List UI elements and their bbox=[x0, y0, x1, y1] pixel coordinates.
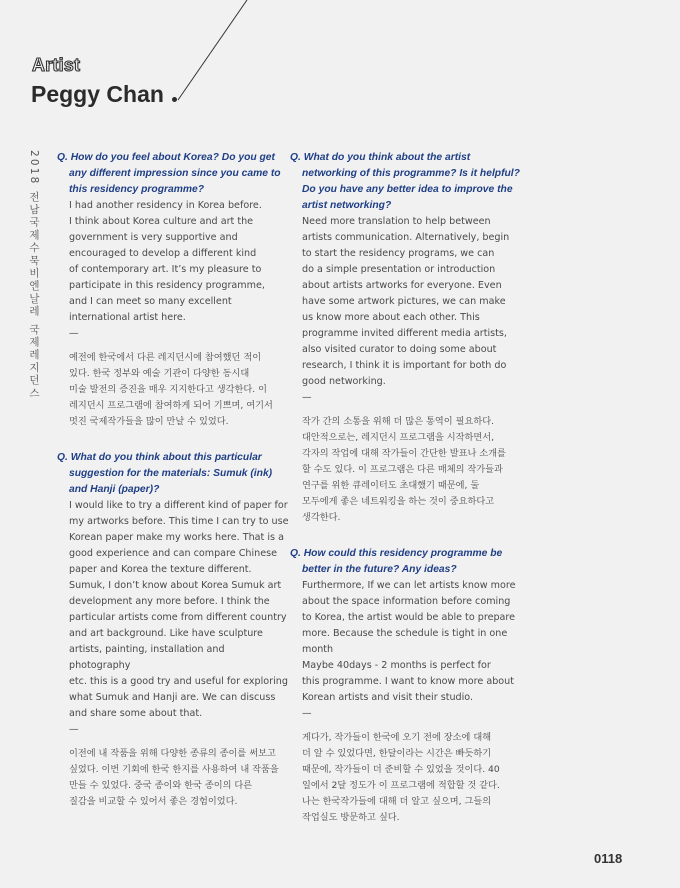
artist-name-text: Peggy Chan bbox=[31, 81, 164, 107]
answer-korean: 게다가, 작가들이 한국에 오기 전에 장소에 대해 더 알 수 있었다면, 한달이라는 시간은 빠듯하기 때문에, 작가들이 더 준비할 수 있었을 것이다. 40 일에서 2달 정도가 이 프로그램에 적합할 것 같다. 나는 한국작가들에 대해 더 알고 싶으며, 그들의 작업실도 방문하고 싶다. bbox=[302, 732, 500, 823]
question: Q. How do you feel about Korea? Do you get any different impression since you came to this residency programme? bbox=[57, 152, 281, 195]
question: Q. What do you think about the artist networking of this programme? Is it helpful? Do you have any better idea to improve the artist networking? bbox=[290, 152, 520, 211]
question: Q. What do you think about this particular suggestion for the materials: Sumuk (ink) and Hanji (paper)? bbox=[57, 452, 273, 495]
answer-english: Need more translation to help between artists communication. Alternatively, begin to start the residency programs, we can do a simple presentation or introduction about artists artworks for everyone. Even have some artwork pictures, we can make us know more about each other. This programme invited different media artists, also visited curator to doing some about research, I think it is important for both do good networking. bbox=[302, 216, 510, 387]
side-caption: 2018 전남국제수묵비엔날레 국제레지던스 bbox=[28, 150, 40, 400]
answer-english: I would like to try a different kind of paper for my artworks before. This time I can try to use Korean paper make my works here. That is a good experience and can compare Chinese paper and Korea the texture different. Sumuk, I don’t know about Korea Sumuk art development any more before. I think the particular artists come from different country and art background. Like have sculpture artists, painting, installation and photography etc. this is a good try and useful for exploring what Sumuk and Hanji are. We can discuss and share some about that. bbox=[69, 500, 289, 719]
separator: — bbox=[302, 392, 312, 403]
separator: — bbox=[69, 328, 79, 339]
answer-english: I had another residency in Korea before. I think about Korea culture and art the government is very supportive and encouraged to develop a different kind of contemporary art. It’s my pleasure to participate in this residency programme, and I can meet so many excellent international artist here. bbox=[69, 200, 265, 323]
answer-korean: 이전에 내 작품을 위해 다양한 종류의 종이를 써보고 싶었다. 이번 기회에 한국 한지를 사용하여 내 작품을 만들 수 있었다. 중국 종이와 한국 종이의 다른 질감을 비교할 수 있어서 좋은 경험이었다. bbox=[69, 748, 279, 807]
artist-name bbox=[31, 80, 177, 108]
qa-block bbox=[290, 546, 522, 826]
separator: — bbox=[69, 724, 79, 735]
answer-korean: 예전에 한국에서 다른 레지던시에 참여했던 적이 있다. 한국 정부와 예술 기관이 다양한 동시대 미술 발전의 증진을 매우 지지한다고 생각한다. 이 레지던시 프로그램에 참여하게 되어 기쁘며, 여기서 멋진 국제작가들을 많이 만날 수 있었다. bbox=[69, 352, 273, 427]
question: Q. How could this residency programme be better in the future? Any ideas? bbox=[290, 548, 503, 575]
right-column bbox=[290, 150, 522, 841]
qa-block bbox=[290, 150, 522, 526]
answer-korean: 작가 간의 소통을 위해 더 많은 통역이 필요하다. 대안적으로는, 레지던시 프로그램을 시작하면서, 각자의 작업에 대해 작가들이 간단한 발표나 소개를 할 수도 있다. 이 프로그램은 다른 매체의 작가들과 연구를 위한 큐레이터도 초대했기 때문에, 둘 모두에게 좋은 네트워킹을 하는 것이 중요하다고 생각한다. bbox=[302, 416, 506, 523]
section-label: Artist bbox=[32, 55, 81, 75]
separator: — bbox=[302, 708, 312, 719]
answer-english: Furthermore, If we can let artists know more about the space information before coming to Korea, the artist would be able to prepare more. Because the schedule is tight in one month Maybe 40days - 2 months is perfect for this programme. I want to know more about Korean artists and visit their studio. bbox=[302, 580, 516, 703]
qa-block bbox=[57, 450, 289, 810]
title-dot bbox=[172, 97, 177, 102]
page-number: 0118 bbox=[594, 851, 623, 866]
left-column bbox=[57, 150, 289, 825]
qa-block bbox=[57, 150, 289, 430]
